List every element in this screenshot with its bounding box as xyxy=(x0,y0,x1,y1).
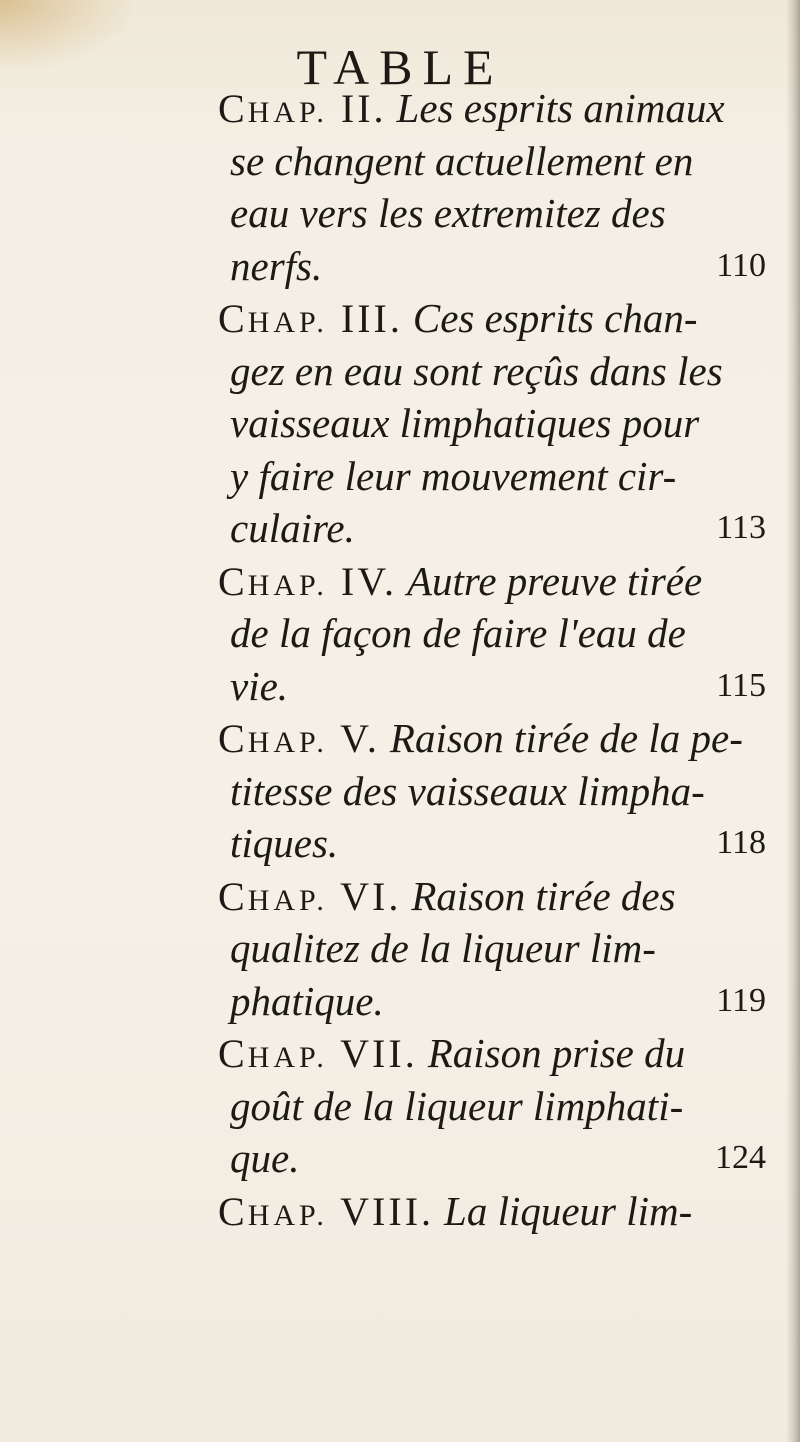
chapter-label-initial: C xyxy=(218,873,248,919)
chapter-title: Les esprits animaux xyxy=(396,85,725,131)
toc-line xyxy=(218,450,786,503)
chapter-label-smallcaps: HAP. xyxy=(247,883,328,917)
chapter-label-smallcaps: HAP. xyxy=(247,1041,328,1074)
chapter-title: La liqueur lim- xyxy=(444,1187,693,1234)
chapter-label-initial: C xyxy=(218,558,248,604)
toc-line xyxy=(218,712,786,765)
page-number: 115 xyxy=(716,666,766,704)
chapter-numeral: II. xyxy=(327,86,387,131)
chapter-title: Raison tirée de la pe- xyxy=(389,715,743,761)
page-number: 119 xyxy=(716,981,766,1019)
chapter-label-initial: C xyxy=(218,1031,248,1076)
toc-line xyxy=(218,1132,786,1185)
toc-line xyxy=(218,397,786,450)
toc-entry xyxy=(218,1027,786,1185)
toc-line xyxy=(218,502,786,555)
chapter-label-initial: C xyxy=(218,1188,248,1234)
chapter-title: Raison tirée des xyxy=(411,872,676,919)
chapter-title-continued: gez en eau sont reçûs dans les xyxy=(230,347,723,394)
chapter-title-continued: se changent actuellement en xyxy=(230,137,694,184)
chapter-title: Autre preuve tirée xyxy=(406,557,703,604)
toc-line xyxy=(218,292,786,345)
chapter-title-continued: eau vers les extremitez des xyxy=(230,190,666,236)
toc-line xyxy=(218,240,786,293)
chapter-label-smallcaps: HAP. xyxy=(247,726,328,759)
chapter-title: Ces esprits chan- xyxy=(412,295,698,341)
toc-line xyxy=(218,817,786,870)
page-number: 118 xyxy=(716,824,766,861)
chapter-title-continued: y faire leur mouvement cir- xyxy=(230,452,677,499)
toc-line xyxy=(218,135,786,188)
page-number: 113 xyxy=(716,509,766,546)
toc-line xyxy=(218,870,786,923)
chapter-numeral: V. xyxy=(327,716,380,761)
chapter-label xyxy=(218,296,403,341)
chapter-label xyxy=(218,716,380,761)
chapter-title-continued: culaire. xyxy=(230,505,355,551)
chapter-numeral: IV. xyxy=(327,558,397,604)
toc-line xyxy=(218,1185,786,1238)
chapter-label-smallcaps: HAP. xyxy=(247,306,328,339)
toc-entry xyxy=(218,555,786,713)
toc-line xyxy=(218,187,786,240)
toc-line xyxy=(218,975,786,1028)
toc-line xyxy=(218,607,786,660)
chapter-title-continued: qualitez de la liqueur lim- xyxy=(230,925,656,971)
toc-line xyxy=(218,922,786,975)
chapter-numeral: VIII. xyxy=(327,1188,435,1234)
chapter-label-initial: C xyxy=(218,86,248,131)
toc-line xyxy=(218,765,786,818)
toc-line xyxy=(218,345,786,398)
chapter-label xyxy=(218,1031,418,1076)
toc-line xyxy=(218,1080,786,1133)
toc-entry xyxy=(218,292,786,555)
toc-entry xyxy=(218,712,786,870)
chapter-numeral: III. xyxy=(327,296,403,341)
toc-line xyxy=(218,555,786,608)
chapter-title-continued: vie. xyxy=(230,662,289,709)
chapter-numeral: VII. xyxy=(327,1031,418,1076)
chapter-title-continued: que. xyxy=(230,1135,300,1181)
toc-line xyxy=(218,660,786,713)
chapter-label-initial: C xyxy=(218,296,248,341)
chapter-label xyxy=(218,1189,434,1234)
toc-entry xyxy=(218,870,786,1028)
toc-line xyxy=(218,1027,786,1080)
chapter-label xyxy=(218,86,387,131)
chapter-label-smallcaps: HAP. xyxy=(247,568,328,602)
running-header: TABLE xyxy=(296,39,504,95)
chapter-label-smallcaps: HAP. xyxy=(247,1198,328,1232)
chapter-title-continued: phatique. xyxy=(230,977,384,1024)
page-number: 110 xyxy=(716,246,766,284)
chapter-label xyxy=(218,559,397,604)
table-of-contents xyxy=(218,82,786,1237)
chapter-label-smallcaps: HAP. xyxy=(247,96,328,129)
chapter-title-continued: nerfs. xyxy=(230,242,323,289)
chapter-numeral: VI. xyxy=(327,873,402,919)
chapter-title-continued: goût de la liqueur limphati- xyxy=(230,1082,684,1129)
chapter-title: Raison prise du xyxy=(427,1030,686,1076)
chapter-title-continued: titesse des vaisseaux limpha- xyxy=(230,767,705,814)
chapter-title-continued: de la façon de faire l'eau de xyxy=(230,610,686,656)
page-gutter-shadow xyxy=(786,0,800,1442)
chapter-title-continued: tiques. xyxy=(230,820,339,866)
page-number: 124 xyxy=(715,1139,766,1176)
toc-entry xyxy=(218,82,786,292)
toc-entry xyxy=(218,1185,786,1238)
toc-line xyxy=(218,82,786,135)
chapter-title-continued: vaisseaux limphatiques pour xyxy=(230,400,700,446)
chapter-label xyxy=(218,874,401,919)
chapter-label-initial: C xyxy=(218,716,248,761)
